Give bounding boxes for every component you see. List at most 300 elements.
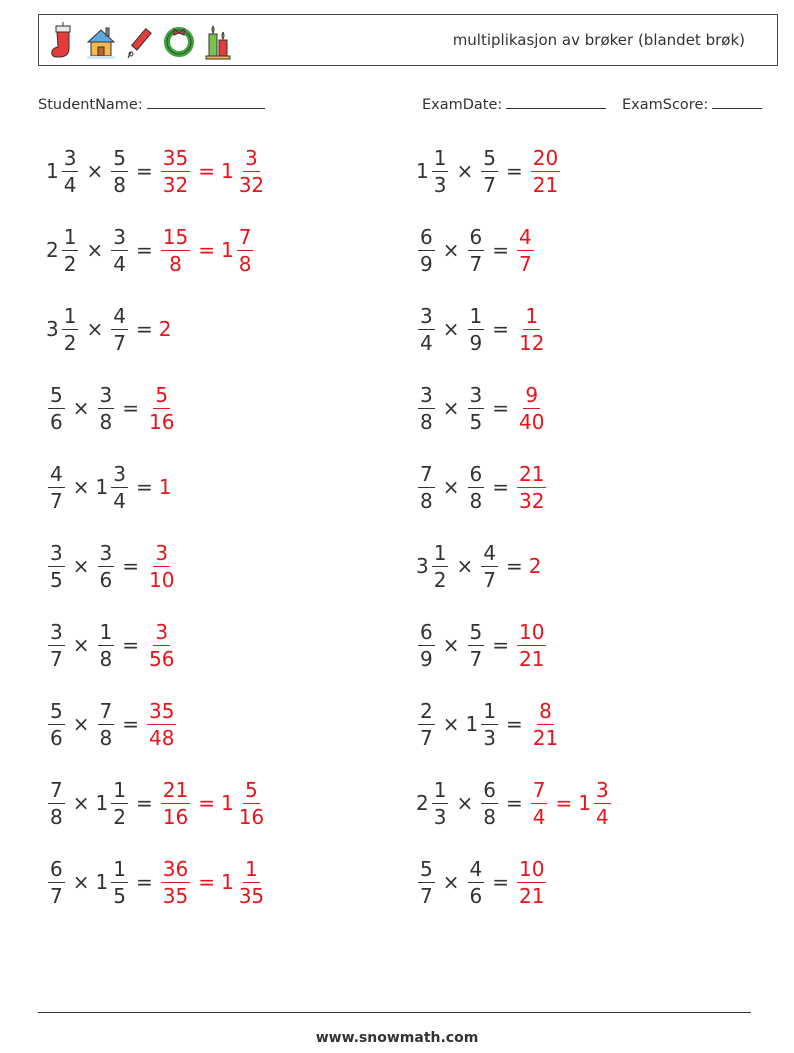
- answer-equals-sign: =: [198, 870, 215, 894]
- answer: [159, 777, 192, 829]
- answer-mixed: [220, 856, 268, 908]
- times-sign: ×: [72, 475, 90, 499]
- exam-date-label: ExamDate:: [422, 97, 503, 113]
- fraction: [432, 777, 449, 829]
- numerator: 3: [50, 619, 63, 644]
- operand-b: [466, 856, 487, 908]
- operand-b: [95, 777, 130, 829]
- numerator: 1: [433, 145, 447, 170]
- numerator: 3: [99, 540, 113, 565]
- fraction: [432, 145, 449, 197]
- fraction: [531, 145, 560, 197]
- problem-item: [416, 772, 613, 834]
- times-sign: ×: [456, 791, 474, 815]
- denominator: 9: [420, 646, 433, 671]
- equals-sign: =: [492, 238, 509, 262]
- exam-date-field: [422, 94, 606, 113]
- equals-sign: =: [135, 791, 153, 815]
- equals-sign: =: [122, 396, 139, 420]
- numerator: 3: [113, 224, 126, 249]
- problem-item: [46, 298, 172, 360]
- problem-item: [416, 535, 542, 597]
- operand-b: [96, 540, 117, 592]
- operand-b: [466, 303, 487, 355]
- answer: [145, 382, 178, 434]
- numerator: 15: [162, 224, 189, 249]
- operand-b: [465, 698, 500, 750]
- denominator: 7: [420, 883, 433, 908]
- times-sign: ×: [442, 870, 460, 894]
- whole-number: 1: [578, 791, 591, 815]
- numerator: 3: [595, 777, 609, 802]
- denominator: 7: [50, 488, 63, 513]
- answer-mixed: [220, 777, 268, 829]
- equals-sign: =: [505, 159, 523, 183]
- denominator: 6: [469, 883, 483, 908]
- fraction: [531, 698, 560, 750]
- denominator: 2: [63, 330, 77, 355]
- equals-sign: =: [492, 317, 509, 341]
- numerator: 1: [433, 540, 447, 565]
- operand-a: [46, 382, 67, 434]
- problem-item: [46, 456, 172, 518]
- denominator: 2: [113, 804, 126, 829]
- fraction: [237, 224, 254, 276]
- whole-number: 2: [528, 554, 542, 578]
- denominator: 32: [162, 172, 189, 197]
- denominator: 5: [113, 883, 126, 908]
- fraction: [468, 382, 485, 434]
- numerator: 5: [483, 145, 496, 170]
- answer-equals-sign: =: [198, 238, 215, 262]
- problem-item: [416, 693, 562, 755]
- fraction: [594, 777, 611, 829]
- fraction: [111, 145, 128, 197]
- whole-number: 1: [95, 475, 109, 499]
- answer-mixed: [220, 224, 255, 276]
- numerator: 4: [113, 303, 126, 328]
- footer-url: www.snowmath.com: [315, 1030, 479, 1046]
- operand-b: [109, 303, 130, 355]
- exam-date-line: [506, 94, 606, 109]
- numerator: 9: [525, 382, 539, 407]
- exam-score-line: [712, 94, 762, 109]
- fraction: [468, 303, 485, 355]
- numerator: 1: [63, 303, 77, 328]
- operand-a: [46, 145, 80, 197]
- answer: [159, 317, 173, 341]
- answer: [515, 619, 548, 671]
- candles-icon: [203, 20, 233, 62]
- numerator: 7: [532, 777, 546, 802]
- fraction: [468, 224, 485, 276]
- numerator: 35: [162, 145, 189, 170]
- fraction: [147, 619, 176, 671]
- denominator: 16: [238, 804, 265, 829]
- equals-sign: =: [122, 554, 139, 578]
- numerator: 4: [519, 224, 532, 249]
- denominator: 12: [519, 330, 545, 355]
- fraction: [481, 777, 498, 829]
- equals-sign: =: [492, 633, 509, 657]
- denominator: 7: [420, 725, 433, 750]
- numerator: 5: [469, 619, 483, 644]
- numerator: 3: [469, 382, 483, 407]
- fraction: [481, 145, 498, 197]
- whole-number: 1: [95, 870, 109, 894]
- denominator: 8: [483, 804, 496, 829]
- numerator: 2: [420, 698, 433, 723]
- times-sign: ×: [442, 633, 460, 657]
- numerator: 6: [469, 461, 483, 486]
- whole-number: 1: [220, 791, 234, 815]
- numerator: 3: [113, 461, 126, 486]
- operand-a: [416, 540, 450, 592]
- problem-item: [416, 219, 536, 281]
- fraction: [468, 461, 485, 513]
- numerator: 3: [63, 145, 77, 170]
- numerator: 20: [532, 145, 559, 170]
- problem-item: [416, 377, 548, 439]
- answer: [159, 224, 192, 276]
- denominator: 8: [238, 251, 252, 276]
- denominator: 5: [469, 409, 483, 434]
- problem-item: [46, 377, 178, 439]
- fraction: [62, 145, 79, 197]
- whole-number: 2: [416, 791, 429, 815]
- problem-item: [46, 140, 268, 202]
- fraction: [237, 145, 266, 197]
- denominator: 9: [469, 330, 483, 355]
- wreath-icon: [164, 20, 194, 62]
- numerator: 7: [420, 461, 433, 486]
- answer-equals-sign: =: [198, 791, 215, 815]
- equals-sign: =: [492, 870, 509, 894]
- whole-number: 1: [220, 870, 234, 894]
- fraction: [48, 540, 65, 592]
- whole-number: 2: [46, 238, 59, 262]
- denominator: 48: [149, 725, 175, 750]
- fraction: [531, 777, 548, 829]
- denominator: 4: [63, 172, 77, 197]
- answer: [515, 461, 548, 513]
- denominator: 21: [519, 646, 545, 671]
- header-box: [38, 14, 778, 66]
- times-sign: ×: [72, 396, 90, 420]
- numerator: 6: [483, 777, 496, 802]
- numerator: 1: [469, 303, 483, 328]
- operand-b: [466, 224, 487, 276]
- fraction: [48, 698, 65, 750]
- fraction: [161, 856, 190, 908]
- denominator: 32: [519, 488, 545, 513]
- denominator: 4: [420, 330, 433, 355]
- numerator: 21: [519, 461, 545, 486]
- equals-sign: =: [135, 475, 153, 499]
- fraction: [468, 619, 485, 671]
- denominator: 35: [162, 883, 189, 908]
- numerator: 5: [420, 856, 433, 881]
- times-sign: ×: [86, 238, 104, 262]
- operand-a: [416, 224, 437, 276]
- worksheet-title: multiplikasjon av brøker (blandet brøk): [452, 31, 745, 49]
- numerator: 10: [519, 619, 545, 644]
- whole-number: 1: [220, 238, 234, 262]
- numerator: 5: [50, 698, 63, 723]
- equals-sign: =: [492, 396, 509, 420]
- denominator: 32: [238, 172, 265, 197]
- answer: [159, 856, 192, 908]
- fraction: [418, 224, 435, 276]
- fraction: [418, 698, 435, 750]
- denominator: 6: [50, 409, 63, 434]
- equals-sign: =: [135, 159, 153, 183]
- denominator: 6: [50, 725, 63, 750]
- numerator: 3: [420, 382, 433, 407]
- numerator: 5: [113, 145, 126, 170]
- denominator: 2: [63, 251, 77, 276]
- operand-a: [416, 145, 450, 197]
- fraction: [418, 619, 435, 671]
- operand-b: [109, 224, 130, 276]
- denominator: 8: [420, 409, 433, 434]
- whole-number: 1: [46, 159, 59, 183]
- fraction: [418, 303, 435, 355]
- denominator: 3: [433, 804, 447, 829]
- firecracker-icon: [125, 20, 155, 62]
- times-sign: ×: [456, 159, 474, 183]
- operand-b: [95, 461, 130, 513]
- numerator: 3: [420, 303, 433, 328]
- times-sign: ×: [442, 317, 460, 341]
- problem-item: [46, 614, 178, 676]
- denominator: 7: [113, 330, 126, 355]
- denominator: 7: [50, 883, 63, 908]
- equals-sign: =: [505, 712, 523, 736]
- operand-b: [466, 619, 487, 671]
- house-icon: [86, 20, 116, 62]
- denominator: 10: [149, 567, 175, 592]
- icon-row: [47, 20, 233, 62]
- equals-sign: =: [492, 475, 509, 499]
- fraction: [418, 856, 435, 908]
- footer-divider: [38, 1012, 751, 1013]
- operand-a: [416, 856, 437, 908]
- whole-number: 3: [46, 317, 59, 341]
- problem-item: [46, 851, 268, 913]
- operand-a: [46, 856, 67, 908]
- numerator: 1: [113, 777, 126, 802]
- numerator: 3: [99, 382, 113, 407]
- fraction: [48, 382, 65, 434]
- numerator: 8: [539, 698, 552, 723]
- denominator: 8: [113, 172, 126, 197]
- times-sign: ×: [442, 396, 460, 420]
- answer: [515, 303, 548, 355]
- problem-item: [416, 298, 548, 360]
- fraction: [237, 856, 266, 908]
- fraction: [161, 145, 190, 197]
- operand-b: [96, 382, 117, 434]
- numerator: 1: [245, 856, 258, 881]
- fraction: [62, 224, 79, 276]
- numerator: 6: [420, 224, 433, 249]
- numerator: 6: [420, 619, 433, 644]
- fraction: [517, 619, 546, 671]
- operand-a: [46, 619, 67, 671]
- fraction: [161, 224, 190, 276]
- denominator: 7: [483, 567, 496, 592]
- operand-a: [416, 382, 437, 434]
- numerator: 7: [238, 224, 252, 249]
- operand-a: [416, 777, 450, 829]
- answer: [515, 224, 536, 276]
- fraction: [237, 777, 266, 829]
- times-sign: ×: [86, 317, 104, 341]
- denominator: 7: [469, 251, 483, 276]
- fraction: [418, 461, 435, 513]
- numerator: 4: [50, 461, 63, 486]
- numerator: 1: [99, 619, 113, 644]
- denominator: 4: [113, 488, 126, 513]
- denominator: 3: [483, 725, 496, 750]
- denominator: 16: [149, 409, 175, 434]
- operand-a: [46, 224, 80, 276]
- stocking-icon: [47, 20, 77, 62]
- numerator: 4: [483, 540, 496, 565]
- answer-equals-sign: =: [198, 159, 215, 183]
- problem-item: [46, 535, 178, 597]
- fraction: [481, 698, 498, 750]
- denominator: 8: [50, 804, 63, 829]
- denominator: 7: [519, 251, 532, 276]
- denominator: 8: [420, 488, 433, 513]
- answer: [529, 698, 562, 750]
- answer: [529, 554, 543, 578]
- problem-item: [416, 614, 548, 676]
- student-name-field: [38, 94, 265, 113]
- fraction: [147, 698, 176, 750]
- numerator: 5: [50, 382, 63, 407]
- numerator: 5: [245, 777, 258, 802]
- operand-b: [479, 540, 500, 592]
- numerator: 7: [50, 777, 63, 802]
- operand-b: [109, 145, 130, 197]
- answer: [529, 145, 562, 197]
- exam-score-label: ExamScore:: [622, 97, 709, 113]
- times-sign: ×: [442, 475, 460, 499]
- problem-item: [46, 693, 178, 755]
- times-sign: ×: [72, 791, 90, 815]
- fraction: [517, 856, 546, 908]
- operand-b: [466, 461, 487, 513]
- fraction: [111, 777, 128, 829]
- fraction: [147, 540, 176, 592]
- whole-number: 1: [158, 475, 172, 499]
- answer-mixed: [578, 777, 612, 829]
- denominator: 5: [50, 567, 63, 592]
- fraction: [111, 856, 128, 908]
- answer: [145, 698, 178, 750]
- exam-score-field: [622, 94, 762, 113]
- numerator: 1: [63, 224, 77, 249]
- numerator: 1: [433, 777, 447, 802]
- operand-b: [479, 777, 500, 829]
- times-sign: ×: [72, 633, 90, 657]
- fraction: [48, 856, 65, 908]
- equals-sign: =: [505, 554, 523, 578]
- numerator: 1: [113, 856, 126, 881]
- denominator: 3: [433, 172, 447, 197]
- fraction: [161, 777, 190, 829]
- answer: [515, 382, 548, 434]
- equals-sign: =: [122, 633, 139, 657]
- fraction: [432, 540, 449, 592]
- fraction: [98, 698, 115, 750]
- denominator: 8: [169, 251, 182, 276]
- operand-b: [479, 145, 500, 197]
- student-name-label: StudentName:: [38, 97, 143, 113]
- times-sign: ×: [72, 554, 90, 578]
- numerator: 21: [162, 777, 189, 802]
- numerator: 10: [519, 856, 545, 881]
- fraction: [111, 224, 128, 276]
- fraction: [517, 224, 534, 276]
- operand-a: [416, 303, 437, 355]
- denominator: 4: [532, 804, 546, 829]
- equals-sign: =: [135, 238, 153, 262]
- numerator: 1: [483, 698, 496, 723]
- fraction: [48, 619, 65, 671]
- fraction: [517, 461, 546, 513]
- problem-item: [416, 456, 548, 518]
- denominator: 4: [113, 251, 126, 276]
- times-sign: ×: [442, 712, 460, 736]
- fraction: [98, 619, 115, 671]
- numerator: 7: [99, 698, 113, 723]
- times-sign: ×: [86, 159, 104, 183]
- denominator: 4: [595, 804, 609, 829]
- operand-a: [46, 698, 67, 750]
- fraction: [98, 540, 115, 592]
- fraction: [147, 382, 176, 434]
- denominator: 8: [99, 646, 113, 671]
- operand-b: [96, 619, 117, 671]
- denominator: 16: [162, 804, 189, 829]
- denominator: 7: [50, 646, 63, 671]
- whole-number: 3: [416, 554, 429, 578]
- numerator: 36: [162, 856, 189, 881]
- fraction: [98, 382, 115, 434]
- numerator: 6: [469, 224, 483, 249]
- operand-a: [46, 303, 80, 355]
- numerator: 3: [155, 619, 169, 644]
- denominator: 7: [469, 646, 483, 671]
- operand-b: [95, 856, 130, 908]
- operand-a: [416, 619, 437, 671]
- operand-a: [416, 698, 437, 750]
- denominator: 56: [149, 646, 175, 671]
- operand-a: [46, 777, 67, 829]
- operand-a: [416, 461, 437, 513]
- denominator: 8: [99, 725, 113, 750]
- numerator: 3: [245, 145, 258, 170]
- problem-item: [416, 851, 548, 913]
- equals-sign: =: [122, 712, 139, 736]
- problem-item: [416, 140, 562, 202]
- whole-number: 1: [416, 159, 429, 183]
- denominator: 21: [532, 725, 559, 750]
